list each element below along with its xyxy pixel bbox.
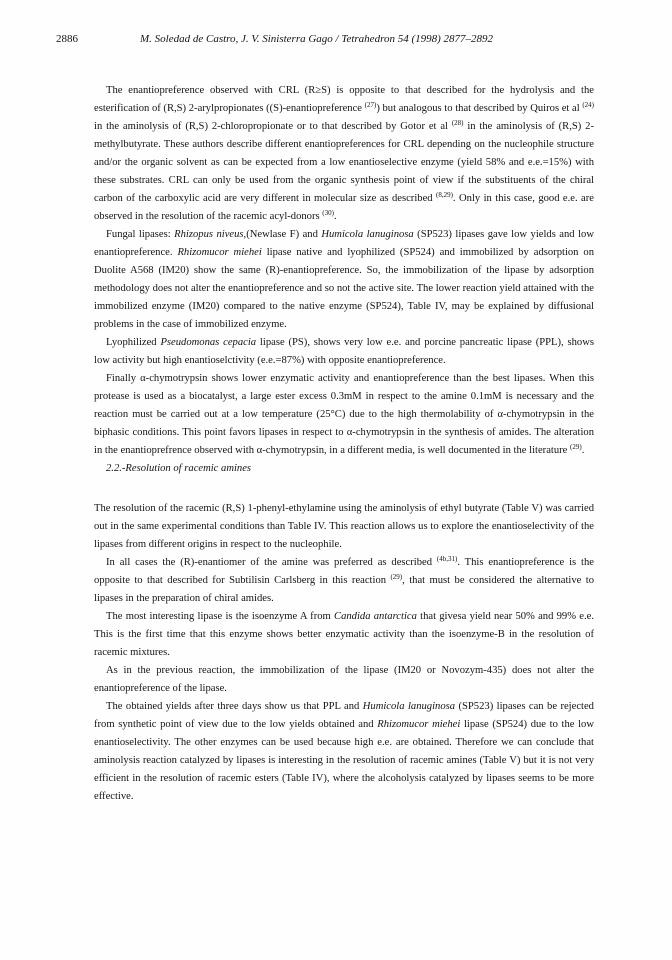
citation-ref: (29) (390, 573, 403, 581)
page-header (56, 33, 632, 49)
article-body (94, 82, 594, 806)
paragraph-isoenzyme-a: The most interesting lipase is the isoenzyme A from Candida antarctica that givesa yield near 50% and 99% e.e. This is the first time that this enzyme shows better enzymatic activity than the isoenzyme-B in the resolution of racemic mixtures. (94, 611, 594, 658)
species-name: Candida antarctica (334, 611, 417, 622)
section-heading: 2.2.-Resolution of racemic amines (106, 463, 252, 474)
species-name: Pseudomonas cepacia (160, 337, 257, 348)
species-name: Rhizomucor miehei (177, 247, 262, 258)
species-name: Humicola lanuginosa (362, 701, 456, 712)
paragraph-crl-enantiopreference: The enantiopreference observed with CRL (R≥S) is opposite to that described for the hydrolysis and the esterification of (R,S) 2-arylpropionates ((S)-enantiopreference $^{(27)}$) but analogous to that described by Quiros et al $^{(24)}$ in the aminolysis of (R,S) 2-chloropropionate or to that described by Gotor et al $^{(28)}$ in the aminolysis of (R,S) 2-methylbutyrate. These authors describe different enantiopreferences for CRL depending on the nucleophile structure and/or the organic solvent as can be expected from a low enantioselective enzyme (yield 58% and e.e.=15%) with these substrates. CRL can only be used from the organic synthesis point of view if the substituents of the chiral carbon of the carboxylic acid are very different in molecular size as described $^{(8,29)}$. Only in this case, good e.e. are observed in the resolution of the racemic acyl-donors $^{(30)}$. (94, 85, 594, 222)
paragraph-resolution-amines: The resolution of the racemic (R,S) 1-phenyl-ethylamine using the aminolysis of ethyl butyrate (Table V) was carried out in the same experimental conditions than Table IV. This reaction allows us to explore the enantioselectivity of the lipases from different origins in respect to the nucleophile. (94, 503, 594, 550)
citation-ref: (29) (570, 443, 582, 451)
species-name: Rhizomucor miehei (377, 719, 461, 730)
running-head: M. Soledad de Castro, J. V. Sinisterra Gago / Tetrahedron 54 (1998) 2877–2892 (140, 33, 494, 45)
paragraph-r-enantiomer: In all cases the (R)-enantiomer of the amine was preferred as described $^{(4b,31)}$. This enantiopreference is the opposite to that described for Subtilisin Carlsberg in this reaction $^{(29)}$, that must be considered the alternative to lipases in the preparation of chiral amides. (94, 555, 594, 604)
paragraph-immobilization: As in the previous reaction, the immobilization of the lipase (IM20 or Novozym-435) does not alter the enantiopreference of the lipase. (94, 665, 594, 694)
paragraph-pseudomonas: Lyophilized Pseudomonas cepacia lipase (PS), shows very low e.e. and porcine pancreatic lipase (PPL), shows low activity but high enantioselctivity (e.e.=87%) with opposite enantiopreference. (94, 337, 594, 366)
citation-ref: (4b,31) (436, 555, 458, 563)
page-number: 2886 (56, 33, 78, 45)
citation-ref: (8,29) (436, 191, 453, 199)
species-name: Rhizopus niveus, (174, 229, 247, 240)
citation-ref: (27) (364, 101, 377, 109)
paragraph-chymotrypsin: Finally α-chymotrypsin shows lower enzymatic activity and enantiopreference than the best lipases. When this protease is used as a biocatalyst, a large ester excess 0.3mM in respect to the amine 0.1mM is necessary and the reaction must be carried out at a low temperature (25°C) due to the high thermolability of α-chymotrypsin in the biphasic conditions. This point favors lipases in respect to α-chymotrypsin in the synthesis of amides. The alteration in the enantioprefrence observed with α-chymotrypsin, in a different media, is well documented in the literature $^{(29)}$. (94, 373, 594, 456)
citation-ref: (28) (451, 119, 464, 127)
citation-ref: (30) (322, 209, 334, 217)
paragraph-conclusion: The obtained yields after three days show us that PPL and Humicola lanuginosa (SP523) lipases can be rejected from synthetic point of view due to the low yields obtained and Rhizomucor miehei lipase (SP524) due to the low enantioselectivity. The other enzymes can be used because high e.e. are obtained. Therefore we can conclude that aminolysis reaction catalyzed by lipases is interesting in the resolution of racemic amines (Table V) but it is not very efficient in the resolution of racemic esters (Table IV), where the alcoholysis catalyzed by lipases seems to be more effective. (94, 701, 595, 802)
citation-ref: (24) (582, 101, 594, 109)
species-name: Humicola lanuginosa (321, 229, 414, 240)
paragraph-fungal-lipases: Fungal lipases: Rhizopus niveus,(Newlase F) and Humicola lanuginosa (SP523) lipases gave low yields and low enantiopreference. Rhizomucor miehei lipase native and lyophilized (SP524) and immobilized by adsorption on Duolite A568 (IM20) show the same (R)-enantiopreference. So, the immobilization of the lipase by adsorption methodology does not alter the enantiopreference and so not the active site. The lower reaction yield attained with the immobilized enzyme (IM20) compared to the native enzyme (SP524), Table IV, may be explained by diffusional problems in the case of immobilized enzyme. (94, 229, 594, 330)
